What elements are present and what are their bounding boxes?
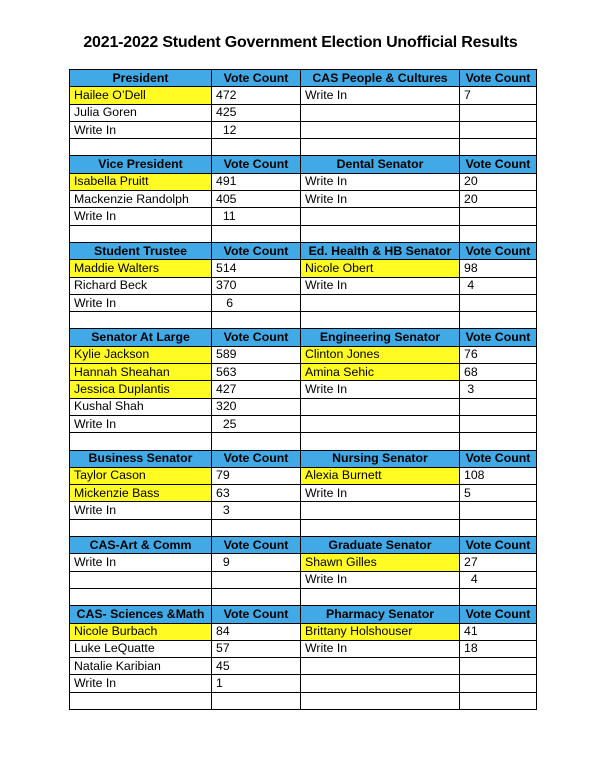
table-row xyxy=(70,433,537,450)
table-row xyxy=(70,588,537,605)
empty-cell xyxy=(301,312,460,329)
empty-cell xyxy=(70,225,212,242)
empty-cell xyxy=(212,571,301,588)
office-title: CAS- Sciences &Math xyxy=(70,606,212,623)
table-row xyxy=(70,658,537,675)
candidate-name: Write In xyxy=(70,415,212,432)
office-title: CAS-Art & Comm xyxy=(70,537,212,554)
candidate-name: Write In xyxy=(70,675,212,692)
table-row xyxy=(70,121,537,138)
vote-count: 5 xyxy=(460,485,537,502)
vote-count: 20 xyxy=(460,173,537,190)
table-row xyxy=(70,415,537,432)
candidate-name: Write In xyxy=(301,485,460,502)
empty-cell xyxy=(70,433,212,450)
vote-count: 68 xyxy=(460,364,537,381)
vote-count: 25 xyxy=(212,415,301,432)
candidate-name: Nicole Obert xyxy=(301,260,460,277)
candidate-name: Shawn Gilles xyxy=(301,554,460,571)
section-header-row xyxy=(70,606,537,623)
table-row xyxy=(70,502,537,519)
vote-count-header: Vote Count xyxy=(212,537,301,554)
candidate-name: Write In xyxy=(301,571,460,588)
office-title: Nursing Senator xyxy=(301,450,460,467)
empty-cell xyxy=(212,519,301,536)
vote-count-header: Vote Count xyxy=(460,537,537,554)
table-row xyxy=(70,640,537,657)
empty-cell xyxy=(301,294,460,311)
vote-count: 6 xyxy=(212,294,301,311)
empty-cell xyxy=(301,104,460,121)
candidate-name: Write In xyxy=(70,502,212,519)
table-row xyxy=(70,571,537,588)
table-row xyxy=(70,277,537,294)
table-row xyxy=(70,173,537,190)
empty-cell xyxy=(301,433,460,450)
empty-cell xyxy=(212,225,301,242)
empty-cell xyxy=(212,139,301,156)
candidate-name: Julia Goren xyxy=(70,104,212,121)
vote-count-header: Vote Count xyxy=(460,70,537,87)
empty-cell xyxy=(212,433,301,450)
vote-count-header: Vote Count xyxy=(460,242,537,259)
empty-cell xyxy=(70,139,212,156)
table-row xyxy=(70,467,537,484)
vote-count: 79 xyxy=(212,467,301,484)
empty-cell xyxy=(301,139,460,156)
vote-count: 3 xyxy=(212,502,301,519)
empty-cell xyxy=(70,519,212,536)
empty-cell xyxy=(212,588,301,605)
vote-count: 11 xyxy=(212,208,301,225)
vote-count: 27 xyxy=(460,554,537,571)
empty-cell xyxy=(70,692,212,709)
vote-count: 20 xyxy=(460,191,537,208)
empty-cell xyxy=(460,398,537,415)
table-row xyxy=(70,208,537,225)
office-title: Graduate Senator xyxy=(301,537,460,554)
vote-count: 18 xyxy=(460,640,537,657)
office-title: Student Trustee xyxy=(70,242,212,259)
vote-count-header: Vote Count xyxy=(460,329,537,346)
empty-cell xyxy=(460,692,537,709)
empty-cell xyxy=(301,398,460,415)
vote-count: 98 xyxy=(460,260,537,277)
candidate-name: Amina Sehic xyxy=(301,364,460,381)
table-row xyxy=(70,675,537,692)
empty-cell xyxy=(70,312,212,329)
section-header-row xyxy=(70,70,537,87)
table-row xyxy=(70,485,537,502)
candidate-name: Luke LeQuatte xyxy=(70,640,212,657)
empty-cell xyxy=(460,104,537,121)
empty-cell xyxy=(212,692,301,709)
table-row xyxy=(70,312,537,329)
vote-count: 1 xyxy=(212,675,301,692)
candidate-name: Write In xyxy=(70,208,212,225)
candidate-name: Write In xyxy=(301,381,460,398)
candidate-name: Nicole Burbach xyxy=(70,623,212,640)
empty-cell xyxy=(301,588,460,605)
candidate-name: Natalie Karibian xyxy=(70,658,212,675)
empty-cell xyxy=(460,294,537,311)
table-row xyxy=(70,398,537,415)
vote-count: 41 xyxy=(460,623,537,640)
candidate-name: Mackenzie Randolph xyxy=(70,191,212,208)
empty-cell xyxy=(460,139,537,156)
empty-cell xyxy=(460,588,537,605)
vote-count: 57 xyxy=(212,640,301,657)
vote-count-header: Vote Count xyxy=(460,606,537,623)
candidate-name: Taylor Cason xyxy=(70,467,212,484)
table-row xyxy=(70,225,537,242)
empty-cell xyxy=(460,658,537,675)
table-row xyxy=(70,191,537,208)
vote-count: 563 xyxy=(212,364,301,381)
office-title: Ed. Health & HB Senator xyxy=(301,242,460,259)
office-title: Engineering Senator xyxy=(301,329,460,346)
vote-count-header: Vote Count xyxy=(212,242,301,259)
vote-count: 9 xyxy=(212,554,301,571)
candidate-name: Jessica Duplantis xyxy=(70,381,212,398)
empty-cell xyxy=(460,225,537,242)
vote-count: 370 xyxy=(212,277,301,294)
candidate-name: Write In xyxy=(70,554,212,571)
vote-count: 7 xyxy=(460,87,537,104)
candidate-name: Write In xyxy=(301,191,460,208)
candidate-name: Kushal Shah xyxy=(70,398,212,415)
empty-cell xyxy=(301,121,460,138)
vote-count: 589 xyxy=(212,346,301,363)
office-title: Senator At Large xyxy=(70,329,212,346)
candidate-name: Write In xyxy=(70,294,212,311)
empty-cell xyxy=(212,312,301,329)
office-title: Business Senator xyxy=(70,450,212,467)
section-header-row xyxy=(70,242,537,259)
candidate-name: Clinton Jones xyxy=(301,346,460,363)
section-header-row xyxy=(70,537,537,554)
vote-count: 514 xyxy=(212,260,301,277)
candidate-name: Write In xyxy=(301,87,460,104)
vote-count-header: Vote Count xyxy=(212,329,301,346)
candidate-name: Isabella Pruitt xyxy=(70,173,212,190)
empty-cell xyxy=(301,675,460,692)
vote-count: 472 xyxy=(212,87,301,104)
vote-count-header: Vote Count xyxy=(212,606,301,623)
empty-cell xyxy=(460,502,537,519)
office-title: CAS People & Cultures xyxy=(301,70,460,87)
empty-cell xyxy=(460,208,537,225)
table-row xyxy=(70,554,537,571)
candidate-name: Kylie Jackson xyxy=(70,346,212,363)
empty-cell xyxy=(301,692,460,709)
vote-count: 76 xyxy=(460,346,537,363)
section-header-row xyxy=(70,329,537,346)
table-row xyxy=(70,104,537,121)
empty-cell xyxy=(301,658,460,675)
office-title: Pharmacy Senator xyxy=(301,606,460,623)
candidate-name: Hannah Sheahan xyxy=(70,364,212,381)
empty-cell xyxy=(70,571,212,588)
vote-count: 108 xyxy=(460,467,537,484)
empty-cell xyxy=(301,519,460,536)
results-body xyxy=(70,70,537,710)
office-title: Vice President xyxy=(70,156,212,173)
table-row xyxy=(70,346,537,363)
candidate-name: Maddie Walters xyxy=(70,260,212,277)
empty-cell xyxy=(460,121,537,138)
vote-count: 3 xyxy=(460,381,537,398)
section-header-row xyxy=(70,156,537,173)
empty-cell xyxy=(460,519,537,536)
section-header-row xyxy=(70,450,537,467)
vote-count: 63 xyxy=(212,485,301,502)
candidate-name: Hailee O’Dell xyxy=(70,87,212,104)
table-row xyxy=(70,519,537,536)
vote-count: 84 xyxy=(212,623,301,640)
vote-count: 491 xyxy=(212,173,301,190)
empty-cell xyxy=(70,588,212,605)
empty-cell xyxy=(460,675,537,692)
empty-cell xyxy=(301,502,460,519)
table-row xyxy=(70,294,537,311)
table-row xyxy=(70,364,537,381)
vote-count: 4 xyxy=(460,277,537,294)
empty-cell xyxy=(301,208,460,225)
vote-count: 4 xyxy=(460,571,537,588)
table-row xyxy=(70,139,537,156)
vote-count: 427 xyxy=(212,381,301,398)
candidate-name: Mickenzie Bass xyxy=(70,485,212,502)
candidate-name: Write In xyxy=(301,640,460,657)
table-row xyxy=(70,381,537,398)
vote-count: 45 xyxy=(212,658,301,675)
vote-count-header: Vote Count xyxy=(460,450,537,467)
candidate-name: Write In xyxy=(301,277,460,294)
results-table xyxy=(69,69,537,710)
candidate-name: Brittany Holshouser xyxy=(301,623,460,640)
empty-cell xyxy=(460,312,537,329)
table-row xyxy=(70,87,537,104)
vote-count-header: Vote Count xyxy=(212,450,301,467)
vote-count: 12 xyxy=(212,121,301,138)
candidate-name: Write In xyxy=(301,173,460,190)
vote-count-header: Vote Count xyxy=(212,156,301,173)
vote-count-header: Vote Count xyxy=(212,70,301,87)
office-title: Dental Senator xyxy=(301,156,460,173)
candidate-name: Alexia Burnett xyxy=(301,467,460,484)
vote-count: 405 xyxy=(212,191,301,208)
office-title: President xyxy=(70,70,212,87)
vote-count: 320 xyxy=(212,398,301,415)
candidate-name: Richard Beck xyxy=(70,277,212,294)
empty-cell xyxy=(460,433,537,450)
empty-cell xyxy=(301,415,460,432)
empty-cell xyxy=(460,415,537,432)
page-title: 2021-2022 Student Government Election Unofficial Results xyxy=(83,34,518,51)
table-row xyxy=(70,260,537,277)
vote-count: 425 xyxy=(212,104,301,121)
candidate-name: Write In xyxy=(70,121,212,138)
table-row xyxy=(70,623,537,640)
vote-count-header: Vote Count xyxy=(460,156,537,173)
table-row xyxy=(70,692,537,709)
empty-cell xyxy=(301,225,460,242)
